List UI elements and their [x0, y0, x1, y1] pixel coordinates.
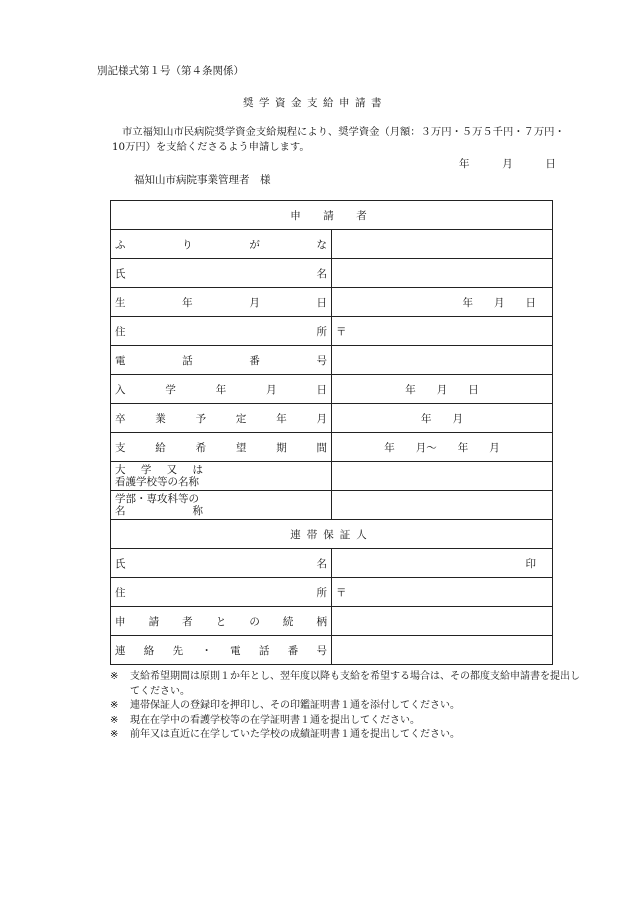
label-text	[115, 440, 327, 455]
note-item: ※ 連帯保証人の登録印を押印し、その印鑑証明書１通を添付してください。	[110, 700, 460, 712]
date-day-unit: 日	[545, 158, 556, 170]
school-name-field[interactable]	[332, 462, 553, 491]
label-char: が	[249, 238, 260, 251]
label-char: 先	[172, 644, 184, 657]
label-char: 年	[215, 383, 227, 396]
note-item: ※ 前年又は直近に在学していた学校の成績証明書１通を提出してください。	[110, 729, 460, 741]
label-char: 給	[155, 441, 166, 454]
school-name-label: 大 学 又 は 看護学校等の名称	[111, 462, 332, 491]
label-char: 氏	[115, 267, 126, 280]
label-char: 入	[115, 383, 126, 396]
furigana-field[interactable]	[332, 230, 553, 259]
application-form-table	[110, 200, 553, 665]
department-label: 学部・専攻科等の 名 称	[111, 491, 332, 520]
label-char: 番	[249, 354, 260, 367]
label-char: 定	[235, 412, 247, 425]
relation-field[interactable]	[332, 607, 553, 636]
label-char: の	[249, 615, 260, 628]
name-label	[111, 259, 332, 288]
note-item: ※ 支給希望期間は原則１か年とし、翌年度以降も支給を希望する場合は、その都度支給申請書を提出してください。	[110, 671, 580, 697]
document-title: 奨学資金支給申請書	[243, 97, 387, 109]
guarantor-section-title: 連帯保証人	[111, 520, 553, 549]
label-char: 所	[316, 325, 327, 338]
label-text	[115, 353, 327, 368]
label-text	[115, 614, 327, 629]
notes-section	[110, 670, 580, 743]
guarantor-address-field[interactable]: 〒	[332, 578, 553, 607]
label-text	[115, 464, 203, 476]
label-text	[115, 266, 327, 281]
label-char: 日	[316, 383, 327, 396]
addressee: 福知山市病院事業管理者 様	[134, 174, 271, 186]
intro-paragraph: 市立福知山市民病院奨学資金支給規程により、奨学資金（月額：３万円・５万５千円・７万円・10万円）を支給くださるよう申請します。	[112, 126, 565, 153]
label-text	[115, 505, 203, 517]
label-char: ・	[201, 644, 212, 657]
guarantor-address-label	[111, 578, 332, 607]
phone-label	[111, 346, 332, 375]
label-char: は	[192, 464, 203, 476]
label-char: 間	[316, 441, 327, 454]
furigana-text	[115, 237, 327, 252]
label-char: 月	[266, 383, 277, 396]
label-char: 号	[316, 354, 327, 367]
label-char: な	[316, 238, 327, 251]
label-char: 月	[316, 412, 327, 425]
label-char: 生	[115, 296, 126, 309]
label-char: 住	[115, 325, 126, 338]
label-char: 連	[115, 644, 126, 657]
label-char: 名	[316, 557, 327, 570]
application-date	[459, 156, 556, 171]
label-char: 氏	[115, 557, 126, 570]
department-field[interactable]	[332, 491, 553, 520]
label-char: 名	[115, 505, 126, 517]
note-item: ※ 現在在学中の看護学校等の在学証明書１通を提出してください。	[110, 714, 420, 726]
name-field[interactable]	[332, 259, 553, 288]
applicant-section-title: 申 請 者	[111, 201, 553, 230]
label-char: り	[182, 238, 193, 251]
label-char: 住	[115, 586, 126, 599]
contact-field[interactable]	[332, 636, 553, 665]
label-char: 業	[155, 412, 166, 425]
label-text	[115, 643, 327, 658]
label-text	[115, 411, 327, 426]
label-char: 期	[276, 441, 287, 454]
address-label	[111, 317, 332, 346]
label-char: 月	[249, 296, 260, 309]
seal-mark: 印	[525, 557, 536, 570]
relation-label	[111, 607, 332, 636]
phone-field[interactable]	[332, 346, 553, 375]
label-text	[115, 556, 327, 571]
enrollment-date-label	[111, 375, 332, 404]
label-char: 話	[258, 644, 270, 657]
label-char: 所	[316, 586, 327, 599]
furigana-label	[111, 230, 332, 259]
label-char: 電	[230, 644, 241, 657]
graduation-field[interactable]: 年 月	[332, 404, 553, 433]
address-field[interactable]: 〒	[332, 317, 553, 346]
label-char: 予	[195, 412, 207, 425]
guarantor-name-label	[111, 549, 332, 578]
label-char: 又	[166, 464, 178, 476]
label-char: 学	[165, 383, 176, 396]
label-char: 大	[115, 464, 126, 476]
graduation-label	[111, 404, 332, 433]
label-char: 年	[276, 412, 287, 425]
period-field[interactable]: 年 月〜 年 月	[332, 433, 553, 462]
label-text	[115, 585, 327, 600]
label-char: 卒	[115, 412, 126, 425]
label-char: 年	[182, 296, 193, 309]
label-char: 名	[316, 267, 327, 280]
label-char: 支	[115, 441, 126, 454]
contact-label	[111, 636, 332, 665]
label-char: 希	[195, 441, 207, 454]
label-char: と	[215, 615, 227, 628]
enrollment-date-field[interactable]: 年 月 日	[332, 375, 553, 404]
label-char: 電	[115, 354, 126, 367]
label-char: 続	[282, 615, 294, 628]
date-year-unit: 年	[459, 158, 470, 170]
label-char: 絡	[143, 644, 155, 657]
period-label	[111, 433, 332, 462]
date-month-unit: 月	[502, 158, 513, 170]
label-char: 学	[140, 464, 152, 476]
label-char: 番	[287, 644, 299, 657]
label-char: ふ	[115, 238, 126, 251]
label-char: 請	[148, 615, 160, 628]
label-text	[115, 382, 327, 397]
label-char: 称	[192, 505, 203, 517]
label-char: 申	[115, 615, 126, 628]
form-number-label: 別記様式第１号（第４条関係）	[97, 65, 244, 77]
birthdate-field[interactable]: 年 月 日	[332, 288, 553, 317]
label-text	[115, 295, 327, 310]
label-char: 望	[235, 441, 247, 454]
label-char: 者	[182, 615, 193, 628]
guarantor-name-field[interactable]	[332, 549, 553, 578]
label-text	[115, 324, 327, 339]
label-char: 日	[316, 296, 327, 309]
label-char: 号	[316, 644, 327, 657]
label-char: 話	[182, 354, 193, 367]
birthdate-label	[111, 288, 332, 317]
label-char: 柄	[316, 615, 327, 628]
